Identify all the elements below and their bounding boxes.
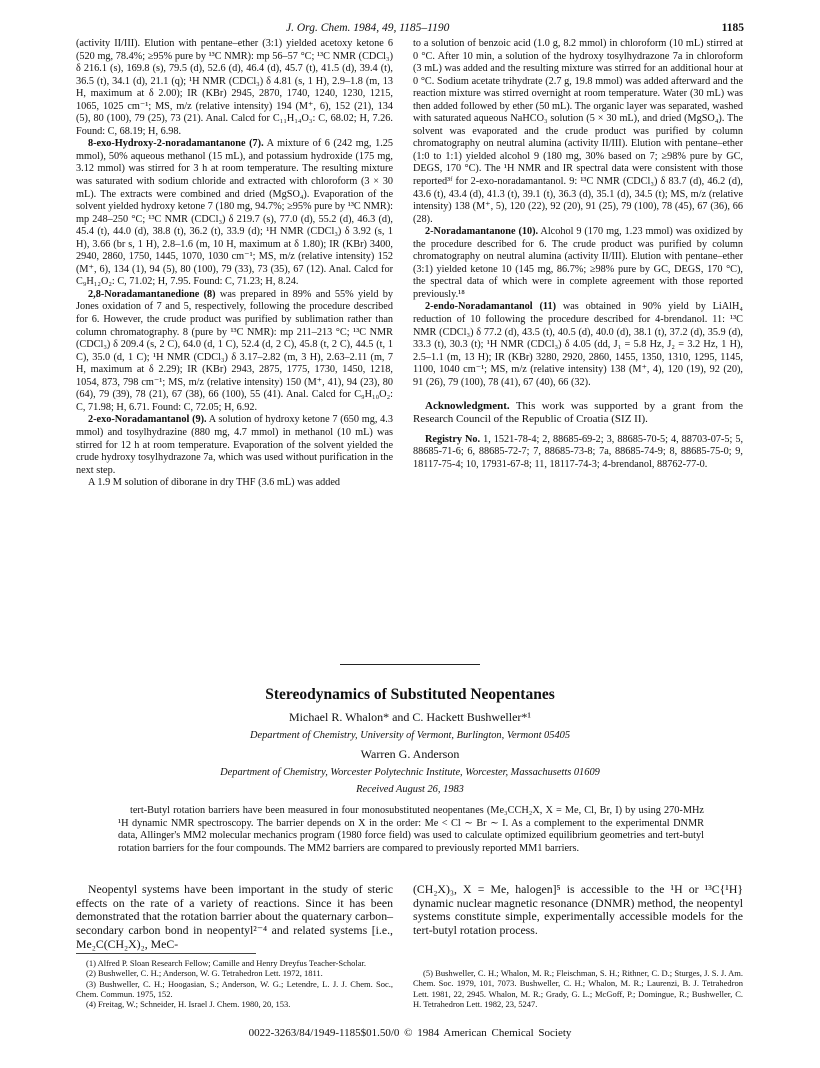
paragraph-text: A solution of hydroxy ketone 7 (650 mg, 4.3 mmol) and tosylhydrazine (880 mg, 4.7 mmol) in methanol (10 mL) was stirred for 12 h at room temperature. Evaporation of the solvent yielded the crude hydroxy tosylhydrazone 7a, which was used without purification in the next step. [76,414,393,476]
footnote-divider [76,953,256,954]
paragraph-hydroxy-noradamantanone [76,138,393,289]
paragraph-diborane: A 1.9 M solution of diborane in dry THF (3.6 mL) was added [88,477,341,489]
paragraph-benzoic-acid: to a solution of benzoic acid (1.0 g, 8.2 mmol) in chloroform (10 mL) stirred at 0 °C. After 10 min, a solution of the hydroxy tosylhydrazone 7a in chloroform (3 mL) was added and the resulting mixture was stirred for an additional hour at 0 °C. Sodium acetate trihydrate (2.7 g, 19.8 mmol) was added afterward and the reaction mixture was stirred overnight at room temperature. Water (30 mL) was then added followed by ether (50 mL). The organic layer was separated, washed with saturated aqueous NaHCO₃ solution (5 × 30 mL), and dried (MgSO₄). The solvent was evaporated and the crude product was purified by column chromatography on neutral alumina (activity II/III). Elution with pentane–ether (1:0 to 1:1) yielded alcohol 9 (180 mg, 30% based on 7; ≥98% pure by GC, DEGS, 170 °C). The ¹H NMR and IR spectral data were consistent with those reported³ᶠ for 2-exo-noradamantanol. 9: ¹³C NMR (CDCl₃) δ 83.7 (d), 46.2 (d), 43.6 (t), 43.4 (d), 41.3 (t), 39.1 (t), 36.3 (d), 35.1 (d), 34.5 (t); MS, m/z (relative intensity) 138 (M⁺, 5), 120 (22), 92 (20), 91 (25), 79 (100), 78 (45), 67 (36), 66 (28). [413,38,743,225]
paragraph-exo-noradamantanol [76,414,393,477]
compound-heading: 2-endo-Noradamantanol (11) [425,301,556,313]
acknowledgment [413,400,743,425]
paragraph-text: A mixture of 6 (242 mg, 1.25 mmol), 50% aqueous methanol (15 mL), and potassium hydroxide (175 mg, 3.12 mmol) was stirred for 3 h at room temperature. The resulting mixture was saturated with sodium chloride and extracted with chloroform (3 × 30 mL). The extracts were combined and dried (MgSO₄). Evaporation of the solvent yielded hydroxy ketone 7 (180 mg, 94.7%; ≥95% pure by ¹³C NMR): mp 248–250 °C; ¹³C NMR (CDCl₃) δ 219.7 (s), 77.0 (d), 55.2 (d), 46.3 (d), 45.4 (t), 44.0 (d), 38.8 (t), 36.2 (t), 33.9 (d); ¹H NMR (CDCl₃) δ 3.92 (s, 1 H), 3.66 (br s, 1 H), 2.8–1.6 (m, 10 H, maximum at δ 1.80); IR (KBr) 3400, 2940, 2860, 1750, 1445, 1070, 1030 cm⁻¹; MS, m/z (relative intensity) 152 (M⁺, 6), 134 (1), 94 (5), 80 (100), 79 (33), 73 (35), 67 (12). Anal. Calcd for C₉H₁₂O₂: C, 71.02; H, 7.95. Found: C, 71.23; H, 8.24. [76,138,394,288]
received-date: Received August 26, 1983 [356,784,464,795]
paragraph-noradamantanone [413,226,743,301]
footnotes-right [413,968,743,1009]
acknowledgment-text: This work was supported by a grant from the Research Council of the Republic of Croatia (SIZ II). [413,400,743,425]
intro-paragraph-continued: (CH₂X)₃, X = Me, halogen]⁵ is accessible to the ¹H or ¹³C{¹H} dynamic nuclear magnetic resonance (DNMR) method, the neopentyl systems constitute simple, experimentally accessible models for the tert-butyl rotation process. [413,882,743,938]
paragraph-endo-noradamantanol [413,301,743,389]
registry-heading: Registry No. [425,433,481,445]
footnote: (3) Bushweller, C. H.; Hoogasian, S.; Anderson, W. G.; Letendre, L. J. J. Chem. Soc., Chem. Commun. 1975, 152. [76,978,393,999]
page-footer: 0022-3263/84/1949-1185$01.50/0 © 1984 American Chemical Society [248,1027,572,1039]
paragraph-text: was prepared in 89% and 55% yield by Jones oxidation of 7 and 5, respectively, following the procedure described for 6. However, the crude product was purified by sublimation rather than column chromatography. 8 (pure by ¹³C NMR): mp 211–213 °C; ¹³C NMR (CDCl₃) δ 209.4 (s, 2 C), 64.0 (d, 1 C), 52.4 (d, 2 C), 45.8 (t, 2 C), 44.5 (t, 1 C), 35.0 (d, 1 C); ¹H NMR (CDCl₃) δ 3.17–2.82 (m, 3 H), 2.63–2.11 (m, 7 H, maximum at δ 2.29); IR (KBr) 2943, 2875, 1775, 1730, 1450, 1218, 1054, 873, 798 cm⁻¹; MS, m/z (relative intensity) 150 (M⁺, 41), 94 (23), 80 (64), 79 (39), 78 (21), 67 (38), 66 (100), 55 (41). Anal. Calcd for C₉H₁₀O₂: C, 71.98; H, 6.71. Found: C, 72.05; H, 6.92. [76,288,394,413]
intro-paragraph: Neopentyl systems have been important in the study of steric effects on the rate of a variety of reactions. Since it has been demonstrated that the rotation barrier about the quaternary carbon–secondary carbon bond in neopentyl²⁻⁴ and related systems [i.e., Me₂C(CH₂X)₂, MeC- [76,882,393,951]
footnote: (4) Freitag, W.; Schneider, H. Israel J. Chem. 1980, 20, 153. [86,999,291,1010]
paragraph-acetoxy-ketone: (activity II/III). Elution with pentane–ether (3:1) yielded acetoxy ketone 6 (520 mg, 78.4%; ≥95% pure by ¹³C NMR): mp 56–57 °C; ¹³C NMR (CDCl₃) δ 216.1 (s), 169.8 (s), 79.5 (d), 52.6 (d), 46.4 (d), 45.7 (t), 41.5 (d), 39.4 (t), 36.5 (t), 34.1 (d), 21.1 (q); ¹H NMR (CDCl₃) δ 4.81 (s, 1 H), 2.9–1.8 (m, 13 H, maximum at δ 2.00); IR (KBr) 2945, 2870, 1740, 1240, 1230, 1215, 1065, 1025 cm⁻¹; MS, m/z (relative intensity) 194 (M⁺, 6), 152 (21), 134 (5), 80 (100), 79 (25), 73 (21). Anal. Calcd for C₁₁H₁₄O₃: C, 68.02; H, 7.26. Found: C, 68.19; H, 6.98. [76,38,393,137]
journal-citation: J. Org. Chem. 1984, 49, 1185–1190 [286,22,450,34]
section-divider [340,664,480,665]
abstract: tert-Butyl rotation barriers have been measured in four monosubstituted neopentanes (Me₃CCH₂X, X = Me, Cl, Br, I) by using 270-MHz ¹H dynamic NMR spectroscopy. The barrier depends on X in the order: Me < Cl ∼ Br ∼ I. As a complement to the experimental DNMR data, Allinger's MM2 molecular mechanics program (1980 force field) was used to calculate optimized equilibrium geometries and tert-butyl rotation barriers for the four compounds. The MM2 barriers are compared to previously reported MM1 barriers. [118,805,704,854]
footnotes-left [76,958,393,1009]
article-author-2: Warren G. Anderson [360,747,460,761]
compound-heading: 2-exo-Noradamantanol (9). [88,414,207,426]
right-column-experimental [413,38,743,471]
intro-right [413,883,743,938]
paragraph-text: Alcohol 9 (170 mg, 1.23 mmol) was oxidized by the procedure described for 6. The crude product was purified by column chromatography on neutral alumina (activity II/III). Elution with pentane–ether (3:1) yielded ketone 10 (145 mg, 86.7%; ≥98% pure by GC, DEGS, 170 °C), the spectral data of which were in complete agreement with those reported previously.¹⁸ [413,226,743,300]
affiliation-vermont: Department of Chemistry, University of Vermont, Burlington, Vermont 05405 [249,730,571,741]
left-column-experimental [76,38,393,490]
running-header [76,22,744,36]
compound-heading: 2-Noradamantanone (10). [425,226,539,238]
acknowledgment-heading: Acknowledgment. [425,400,510,413]
registry-numbers [413,434,743,472]
intro-left [76,883,393,952]
footnote: (1) Alfred P. Sloan Research Fellow; Camille and Henry Dreyfus Teacher-Scholar. [86,958,366,968]
compound-heading: 2,8-Noradamantanedione (8) [88,288,216,300]
footnote: (5) Bushweller, C. H.; Whalon, M. R.; Fleischman, S. H.; Rithner, C. D.; Sturges, J. S. J. Am. Chem. Soc. 1979, 101, 7073. Bushweller, C. H.; Whalon, M. R.; Laurenzi, B. J. Tetrahedron Lett. 1981, 22, 2945. Whalon, M. R.; Grady, G. L.; McGoff, P.; Domingue, R.; Bushweller, C. H. Tetrahedron Lett. 1982, 23, 5247. [413,968,743,1009]
affiliation-worcester: Department of Chemistry, Worcester Polytechnic Institute, Worcester, Massachusetts 01609 [220,767,600,778]
registry-text: 1, 1521-78-4; 2, 88685-69-2; 3, 88685-70-5; 4, 88703-07-5; 5, 88685-71-6; 6, 88685-72-7; 7, 88685-73-8; 7a, 88685-74-9; 8, 88685-75-0; 9, 18117-75-4; 10, 17931-67-8; 11, 18117-74-3; 4-brendanol, 88762-77-0. [413,433,744,470]
article-title: Stereodynamics of Substituted Neopentanes [265,686,555,703]
paragraph-text: was obtained in 90% yield by LiAlH₄ reduction of 10 following the procedure described for 4-brendanol. 11: ¹³C NMR (CDCl₃) δ 77.2 (d), 43.5 (t), 40.5 (d), 40.0 (d), 38.1 (t), 37.2 (d), 35.9 (d), 33.3 (t), 30.3 (t); ¹H NMR (CDCl₃) δ 4.05 (dd, J₁ = 5.8 Hz, J₂ = 3.2 Hz, 1 H), 2.5–1.1 (m, 13 H); IR (KBr) 3280, 2920, 2860, 1455, 1350, 1310, 1295, 1145, 1100, 1040 cm⁻¹; MS, m/z (relative intensity) 138 (M⁺, 4), 120 (19), 92 (20), 91 (26), 79 (100), 78 (41), 67 (40), 66 (32). [413,301,743,388]
footnote: (2) Bushweller, C. H.; Anderson, W. G. Tetrahedron Lett. 1972, 1811. [86,968,323,979]
article-authors: Michael R. Whalon* and C. Hackett Bushweller*¹ [289,710,531,724]
paragraph-noradamantanedione [76,289,393,414]
compound-heading: 8-exo-Hydroxy-2-noradamantanone (7). [88,138,264,150]
page-number: 1185 [721,22,744,34]
